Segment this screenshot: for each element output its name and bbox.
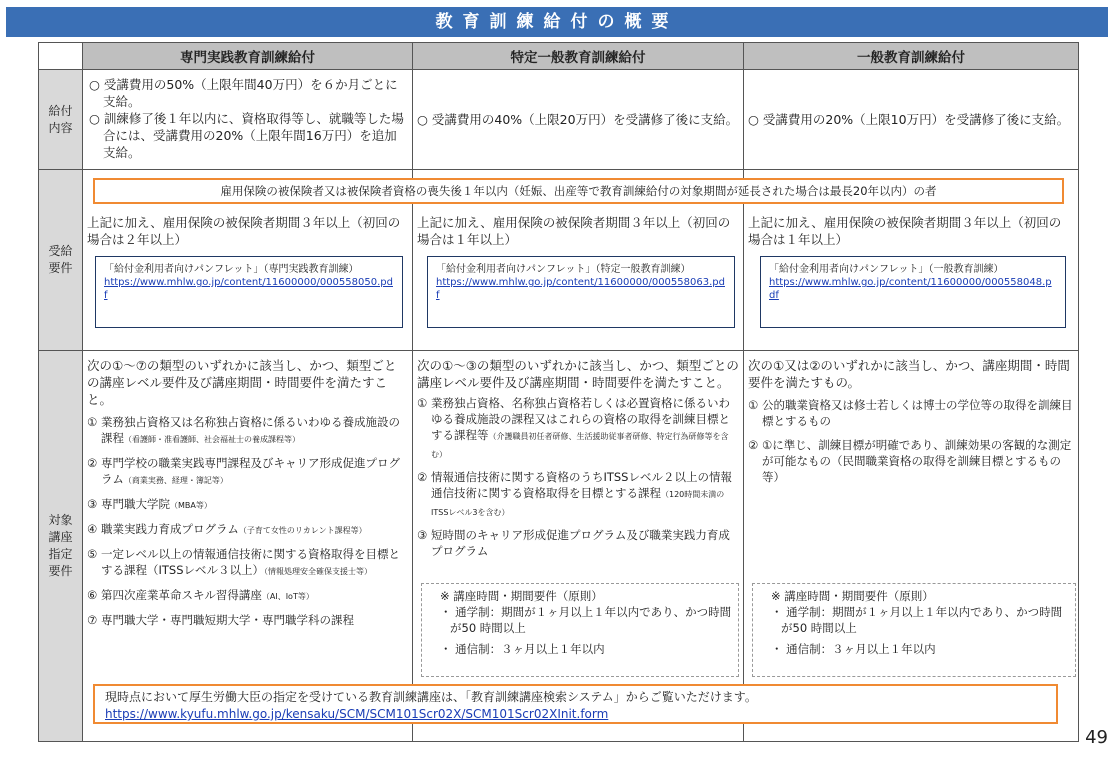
kyufu-tokutei: ○ 受講費用の40%（上限20万円）を受講修了後に支給。 [417, 112, 739, 127]
requirement-item: ② 専門学校の職業実践専門課程及びキャリア形成促進プログラム（商業実務、経理・簿記等） [87, 456, 400, 486]
column-header: 一般教育訓練給付 [744, 43, 1079, 70]
pamphlet-box-tokutei: 「給付金利用者向けパンフレット」（特定一般教育訓練） https://www.mhlw.go.jp/content/11600000/000558063.pdf [427, 256, 735, 328]
kyufu-senmon-2: ○ 訓練修了後１年以内に、資格取得等し、就職等した場合には、受講費用の20%（上限年間16万円）を追加支給。 [89, 111, 404, 160]
taisho-ippan-intro: 次の①又は②のいずれかに該当し、かつ、講座期間・時間要件を満たすもの。 [748, 358, 1070, 390]
row-header-juukyu: 受給要件 [39, 170, 83, 351]
row-header-taisho: 対象講座指定要件 [39, 351, 83, 742]
overview-table [38, 42, 1079, 742]
taisho-senmon-list [83, 408, 412, 628]
pamphlet-link-senmon[interactable]: https://www.mhlw.go.jp/content/11600000/000558050.pdf [104, 277, 393, 301]
requirement-item: ⑦ 専門職大学・専門職短期大学・専門職学科の課程 [87, 613, 354, 627]
taisho-tokutei-list [413, 391, 743, 559]
juukyu-ippan: 上記に加え、雇用保険の被保険者期間３年以上（初回の場合は１年以上） [748, 215, 1062, 247]
kyufu-ippan-cell [744, 70, 1079, 170]
pamphlet-box-senmon: 「給付金利用者向けパンフレット」（専門実践教育訓練） https://www.mhlw.go.jp/content/11600000/000558050.pdf [95, 256, 403, 328]
column-header: 特定一般教育訓練給付 [413, 43, 744, 70]
juukyu-senmon: 上記に加え、雇用保険の被保険者期間３年以上（初回の場合は２年以上） [87, 215, 401, 247]
kyufu-senmon-1: ○ 受講費用の50%（上限年間40万円）を６か月ごとに支給。 [89, 77, 398, 109]
eligibility-common-box: 雇用保険の被保険者又は被保険者資格の喪失後１年以内（妊娠、出産等で教育訓練給付の対象期間が延長された場合は最長20年以内）の者 [93, 178, 1064, 204]
requirement-item: ③ 短時間のキャリア形成促進プログラム及び職業実践力育成プログラム [417, 528, 730, 558]
requirement-item: ① 公的職業資格又は修士若しくは博士の学位等の取得を訓練目標とするもの [748, 398, 1073, 428]
requirement-item: ⑤ 一定レベル以上の情報通信技術に関する資格取得を目標とする課程（ITSSレベル３以上）（情報処理安全確保支援士等） [87, 547, 400, 577]
search-system-box: 現時点において厚生労働大臣の指定を受けている教育訓練講座は、「教育訓練講座検索システム」からご覧いただけます。 https://www.kyufu.mhlw.go.jp/kensaku/SCM/SCM101Scr02X/SCM101Scr02XInit.form [93, 684, 1058, 724]
requirement-item: ① 業務独占資格、名称独占資格若しくは必置資格に係るいわゆる養成施設の課程又はこれらの資格の取得を訓練目標とする課程等（介護職員初任者研修、生活援助従事者研修、特定行為研修等を含む） [417, 396, 730, 459]
period-box-tokutei: ※ 講座時間・期間要件（原則） ・ 通学制：期間が１ヶ月以上１年以内であり、かつ時間が50 時間以上 ・ 通信制：３ヶ月以上１年以内 [421, 583, 739, 677]
requirement-item: ④ 職業実践力育成プログラム（子育て女性のリカレント課程等） [87, 522, 367, 536]
requirement-item: ③ 専門職大学院（MBA等） [87, 497, 212, 511]
kyufu-ippan: ○ 受講費用の20%（上限10万円）を受講修了後に支給。 [748, 112, 1070, 127]
page-number: 49 [1085, 727, 1108, 748]
page-title: 教育訓練給付の概要 [6, 7, 1108, 37]
taisho-tokutei-intro: 次の①～③の類型のいずれかに該当し、かつ、類型ごとの講座レベル要件及び講座期間・時間要件を満たすこと。 [417, 358, 739, 390]
requirement-item: ⑥ 第四次産業革命スキル習得講座（AI、IoT等） [87, 588, 314, 602]
kyufu-senmon-cell [83, 70, 413, 170]
corner-cell [39, 43, 83, 70]
column-header: 専門実践教育訓練給付 [83, 43, 413, 70]
search-system-link[interactable]: https://www.kyufu.mhlw.go.jp/kensaku/SCM/SCM101Scr02X/SCM101Scr02XInit.form [105, 707, 609, 721]
taisho-senmon-intro: 次の①～⑦の類型のいずれかに該当し、かつ、類型ごとの講座レベル要件及び講座期間・時間要件を満たすこと。 [87, 358, 397, 407]
row-header-kyufu: 給付内容 [39, 70, 83, 170]
period-box-ippan: ※ 講座時間・期間要件（原則） ・ 通学制：期間が１ヶ月以上１年以内であり、かつ時間が50 時間以上 ・ 通信制：３ヶ月以上１年以内 [752, 583, 1076, 677]
pamphlet-link-tokutei[interactable]: https://www.mhlw.go.jp/content/11600000/000558063.pdf [436, 277, 725, 301]
requirement-item: ② ①に準じ、訓練目標が明確であり、訓練効果の客観的な測定が可能なもの（民間職業資格の取得を訓練目標とするもの等） [748, 438, 1072, 484]
kyufu-tokutei-cell [413, 70, 744, 170]
requirement-item: ① 業務独占資格又は名称独占資格に係るいわゆる養成施設の課程（看護師・准看護師、社会福祉士の養成課程等） [87, 415, 400, 445]
pamphlet-link-ippan[interactable]: https://www.mhlw.go.jp/content/11600000/000558048.pdf [769, 277, 1052, 301]
pamphlet-box-ippan: 「給付金利用者向けパンフレット」（一般教育訓練） https://www.mhlw.go.jp/content/11600000/000558048.pdf [760, 256, 1066, 328]
requirement-item: ② 情報通信技術に関する資格のうちITSSレベル２以上の情報通信技術に関する資格取得を目標とする課程（120時間未満のITSSレベル3を含む） [417, 470, 732, 517]
taisho-ippan-list [744, 391, 1078, 485]
juukyu-tokutei: 上記に加え、雇用保険の被保険者期間３年以上（初回の場合は１年以上） [417, 215, 731, 247]
